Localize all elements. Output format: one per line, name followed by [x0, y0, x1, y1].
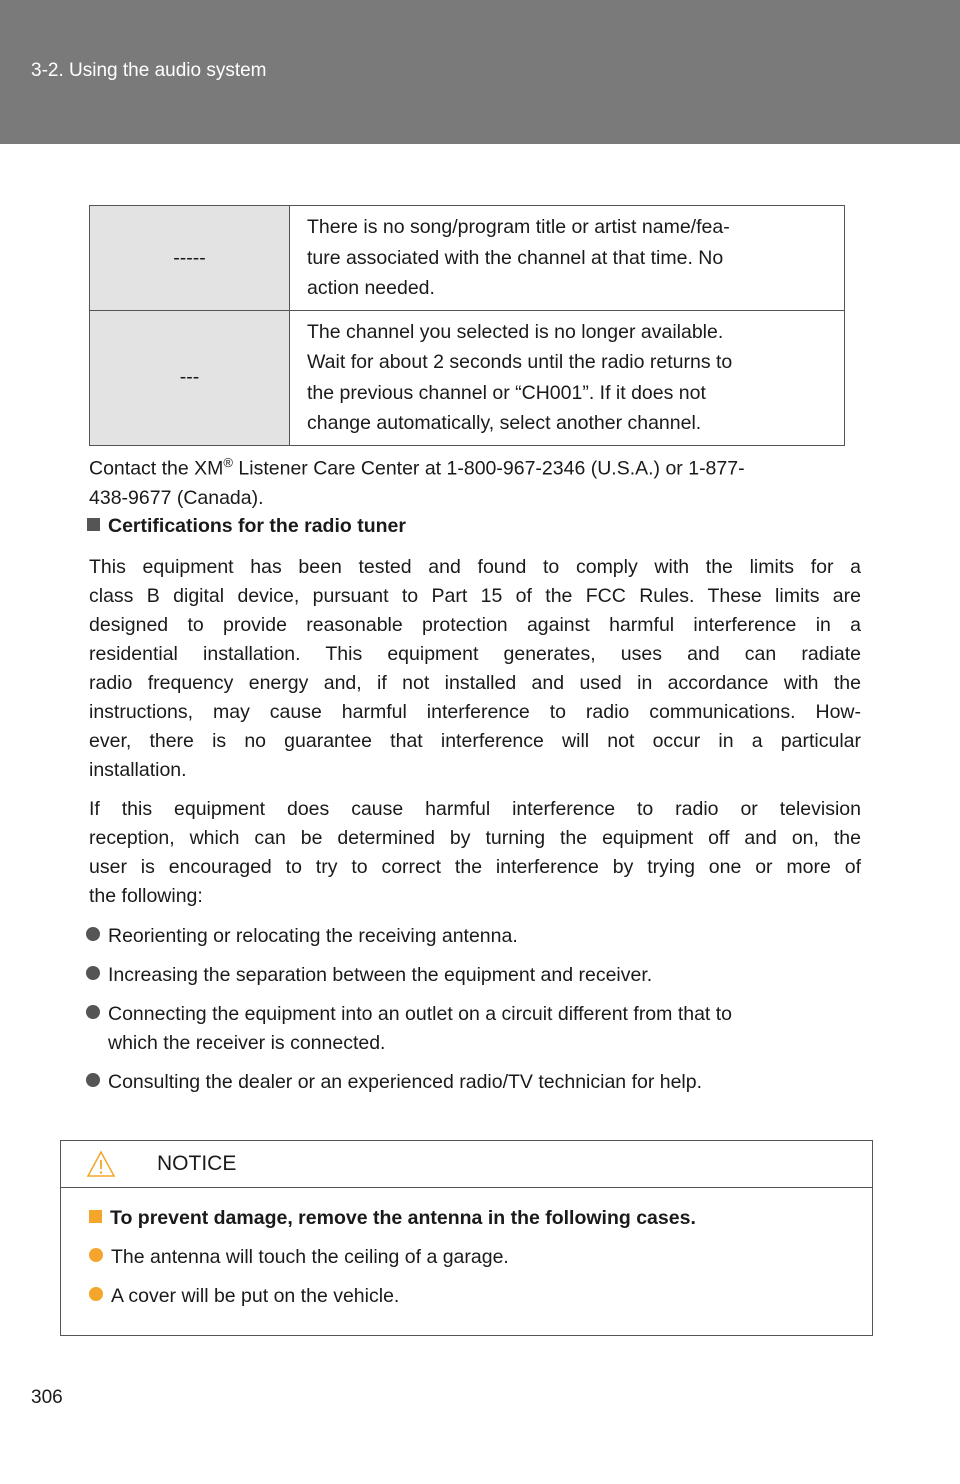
status-description: There is no song/program title or artist name/fea- ture associated with the channel at that time. No action needed.: [290, 206, 845, 311]
certifications-heading: Certifications for the radio tuner: [87, 515, 406, 538]
contact-paragraph: Contact the XM® Listener Care Center at 1-800-967-2346 (U.S.A.) or 1-877- 438-9677 (Canada).: [89, 455, 745, 509]
list-item: Reorienting or relocating the receiving antenna.: [86, 922, 518, 951]
notice-divider: [61, 1187, 872, 1188]
fcc-paragraph: This equipment has been tested and found to comply with the limits for a class B digital device, pursuant to Part 15 of the FCC Rules. These limits are designed to provide reasonable protection against harmful interference in a residential installation. This equipment generates, uses and can radiate radio frequency energy and, if not installed and used in accordance with the instructions, may cause harmful interference to radio communications. How- ever, there is no guarantee that interference will not occur in a particular installation.: [89, 556, 861, 781]
status-description: The channel you selected is no longer available. Wait for about 2 seconds until the radio returns to the previous channel or “CH001”. If it does not change automatically, select another channel.: [290, 310, 845, 445]
table-row: [90, 310, 845, 445]
table-row: [90, 206, 845, 311]
notice-title: NOTICE: [157, 1152, 237, 1175]
bullet-dot-icon: [86, 1073, 100, 1087]
list-item: A cover will be put on the vehicle.: [89, 1285, 399, 1308]
bullet-dot-icon: [89, 1287, 103, 1301]
list-item: Connecting the equipment into an outlet on a circuit different from that to which the receiver is connected.: [86, 1000, 732, 1058]
status-table: [89, 205, 845, 446]
interference-paragraph: If this equipment does cause harmful interference to radio or television reception, which can be determined by turning the equipment off and on, the user is encouraged to try to correct the interference by trying one or more of the following:: [89, 798, 861, 907]
bullet-dot-icon: [86, 927, 100, 941]
list-item: Increasing the separation between the equipment and receiver.: [86, 961, 652, 990]
status-code: ---: [90, 310, 290, 445]
warning-triangle-icon: [86, 1149, 116, 1179]
list-item: The antenna will touch the ceiling of a garage.: [89, 1246, 509, 1269]
square-bullet-icon: [87, 518, 100, 531]
section-title: 3-2. Using the audio system: [31, 60, 267, 81]
bullet-dot-icon: [86, 1005, 100, 1019]
bullet-dot-icon: [86, 966, 100, 980]
page-number: 306: [31, 1387, 63, 1408]
status-code: -----: [90, 206, 290, 311]
bullet-dot-icon: [89, 1248, 103, 1262]
notice-box: [60, 1140, 873, 1336]
square-bullet-icon: [89, 1210, 102, 1223]
notice-heading: To prevent damage, remove the antenna in the following cases.: [89, 1207, 696, 1230]
list-item: Consulting the dealer or an experienced radio/TV technician for help.: [86, 1068, 702, 1097]
